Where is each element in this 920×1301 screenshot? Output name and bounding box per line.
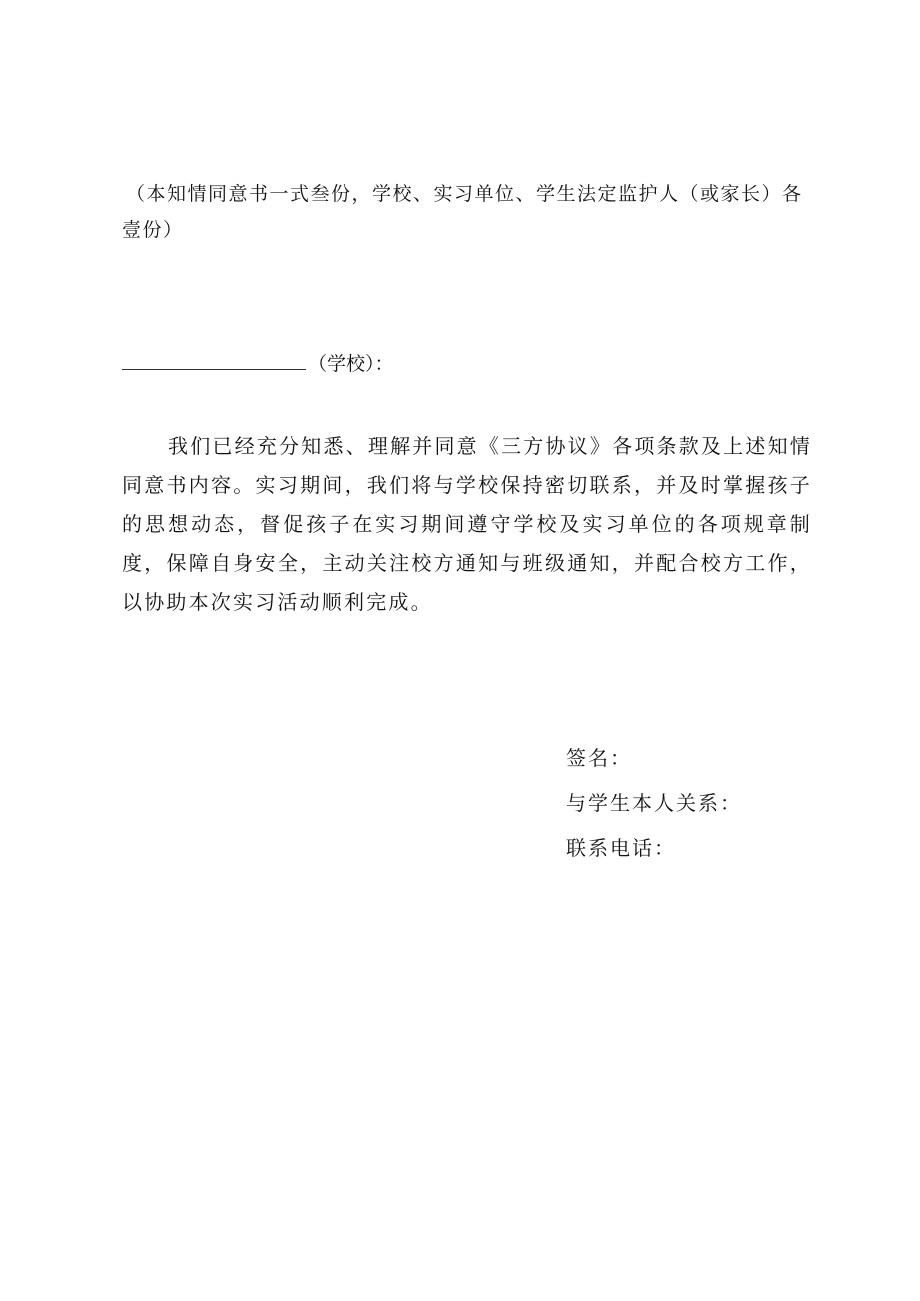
copies-note: （本知情同意书一式叁份，学校、实习单位、学生法定监护人（或家长）各壹份） (122, 183, 803, 241)
consent-statement: 我们已经充分知悉、理解并同意《三方协议》各项条款及上述知情同意书内容。实习期间，我们将与学校保持密切联系，并及时掌握孩子的思想动态，督促孩子在实习期间遵守学校及实习单位的各项规章制度，保障自身安全，主动关注校方通知与班级通知，并配合校方工作，以协助本次实习活动顺利完成。 (122, 434, 812, 614)
signature-block (566, 736, 742, 871)
signature-label: 签名： (566, 746, 632, 770)
school-name-blank[interactable] (122, 345, 306, 370)
phone-label: 联系电话： (566, 836, 676, 860)
school-label: （学校）： (308, 353, 394, 375)
relation-label: 与学生本人关系： (566, 791, 742, 815)
school-addressee (122, 345, 394, 382)
